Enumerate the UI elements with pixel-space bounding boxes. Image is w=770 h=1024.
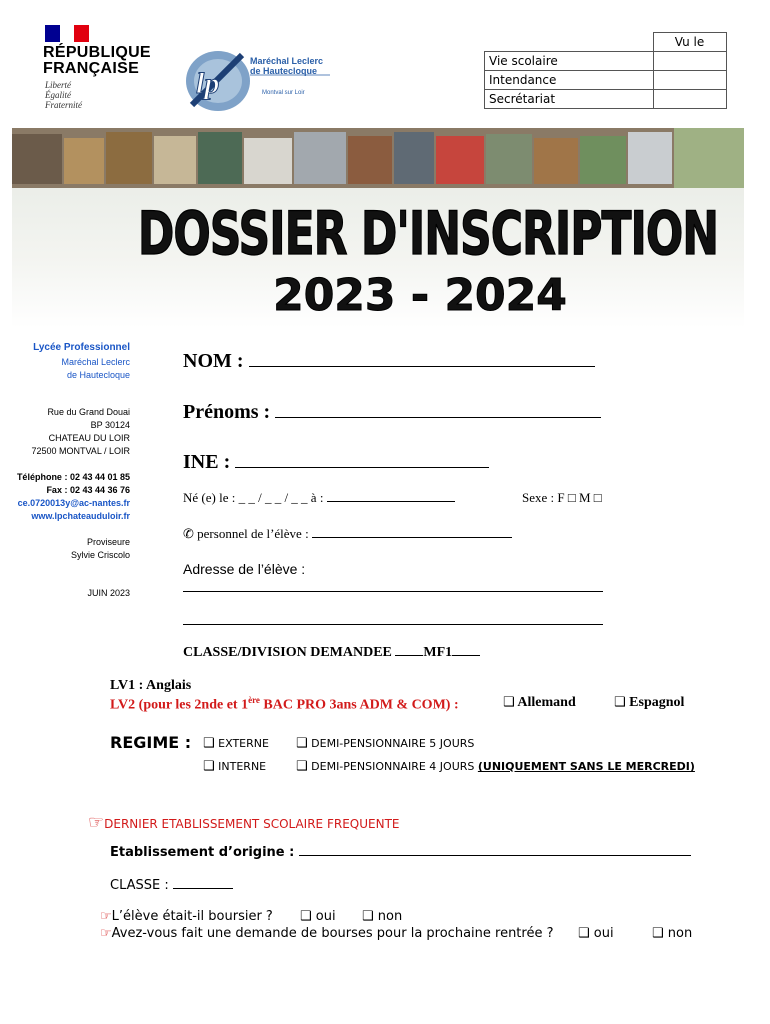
adresse-field-2[interactable] xyxy=(183,624,603,625)
email-link[interactable]: ce.0720013y@ac-nantes.fr xyxy=(17,498,130,508)
regime-option-label: DEMI-PENSIONNAIRE 5 JOURS xyxy=(311,737,475,750)
vu-row-label: Secrétariat xyxy=(485,90,654,109)
checkbox-icon: ❑ xyxy=(203,759,215,774)
lv2-prefix: LV2 (pour les 2nde et 1 xyxy=(110,697,249,713)
lv2-suffix: BAC PRO 3ans ADM & COM) : xyxy=(259,697,459,713)
lv2-option-espagnol[interactable] xyxy=(614,695,684,711)
phone-line: Téléphone : 02 43 44 01 85 xyxy=(16,472,130,482)
republique-motto: Liberté Égalité Fraternité xyxy=(45,80,82,110)
proviseure-role: Proviseure xyxy=(86,537,130,547)
vu-le-table xyxy=(484,32,727,109)
prenoms-row xyxy=(183,401,601,424)
checkbox-icon: ❑ xyxy=(300,909,312,924)
lv1-label: LV1 : Anglais xyxy=(110,678,192,693)
prenoms-field[interactable] xyxy=(275,417,601,418)
regime-note: (UNIQUEMENT SANS LE MERCREDI) xyxy=(477,760,695,773)
regime-option-label: INTERNE xyxy=(218,760,267,773)
checkbox-icon: ❑ xyxy=(203,736,215,751)
lv2-sup: ère xyxy=(248,695,260,705)
classe-label: CLASSE : xyxy=(110,878,169,893)
checkbox-icon: ❑ xyxy=(652,926,664,941)
checkbox-icon: ❑ xyxy=(296,736,308,751)
regime-label: REGIME : xyxy=(110,733,192,752)
boursier-question: L’élève était-il boursier ? xyxy=(111,909,273,924)
vu-row-cell[interactable] xyxy=(653,52,726,71)
address-line: BP 30124 xyxy=(90,420,130,430)
classe-row xyxy=(110,878,233,893)
ine-field[interactable] xyxy=(235,467,489,468)
phone-label: personnel de l’élève : xyxy=(197,526,309,541)
regime-option-externe[interactable] xyxy=(203,736,269,751)
phone-field[interactable] xyxy=(312,537,512,538)
checkbox-icon: ❑ xyxy=(362,909,374,924)
bourse-oui[interactable] xyxy=(578,926,614,941)
address-line: 72500 MONTVAL / LOIR xyxy=(31,446,130,456)
ine-row xyxy=(183,451,489,474)
prenoms-label: Prénoms : xyxy=(183,401,271,423)
lycee-name-1: Maréchal Leclerc xyxy=(61,357,130,367)
classe-demandee-row xyxy=(183,645,480,661)
vu-le-header: Vu le xyxy=(653,33,726,52)
checkbox-icon: ❑ xyxy=(614,695,626,710)
proviseure-name: Sylvie Criscolo xyxy=(70,550,130,560)
lycee-name-2: de Hautecloque xyxy=(66,370,130,380)
non-label: non xyxy=(377,909,403,924)
oui-label: oui xyxy=(593,926,614,941)
lv2-option-label: Allemand xyxy=(517,695,576,710)
checkbox-icon: ❑ xyxy=(503,695,515,710)
regime-option-dp4[interactable] xyxy=(296,759,695,774)
regime-option-dp5[interactable] xyxy=(296,736,474,751)
origin-field[interactable] xyxy=(299,855,691,856)
ine-label: INE : xyxy=(183,451,231,473)
boursier-row xyxy=(100,909,273,924)
svg-text:lp: lp xyxy=(196,67,220,100)
adresse-label: Adresse de l’élève : xyxy=(183,561,306,577)
birth-label: Né (e) le : _ _ / _ _ / _ _ à : xyxy=(183,490,324,505)
document-year: 2023 - 2024 xyxy=(273,270,567,321)
fax-line: Fax : 02 43 44 36 76 xyxy=(46,485,130,495)
classe-field[interactable] xyxy=(173,888,233,889)
phone-row xyxy=(183,526,512,542)
vu-row-label: Intendance xyxy=(485,71,654,90)
phone-icon: ✆ xyxy=(183,526,194,541)
adresse-field-1[interactable] xyxy=(183,591,603,592)
origin-row xyxy=(110,845,691,860)
lycee-heading: Lycée Professionnel xyxy=(33,342,130,353)
birth-place-field[interactable] xyxy=(327,501,455,502)
boursier-oui[interactable] xyxy=(300,909,336,924)
lv2-option-allemand[interactable] xyxy=(503,695,576,711)
vu-row-cell[interactable] xyxy=(653,71,726,90)
bourse-row xyxy=(100,926,554,941)
nom-row xyxy=(183,350,595,373)
lv2-option-label: Espagnol xyxy=(629,695,685,710)
classe-demandee-value: MF1 xyxy=(423,645,453,660)
oui-label: oui xyxy=(315,909,336,924)
last-school-heading-row xyxy=(88,812,399,833)
regime-option-label: DEMI-PENSIONNAIRE 4 JOURS xyxy=(311,760,475,773)
vu-row-cell[interactable] xyxy=(653,90,726,109)
pointing-hand-icon: ☞ xyxy=(88,812,105,833)
website-link[interactable]: www.lpchateauduloir.fr xyxy=(31,511,130,521)
bourse-non[interactable] xyxy=(652,926,692,941)
address-line: Rue du Grand Douai xyxy=(47,407,130,417)
checkbox-icon: ❑ xyxy=(578,926,590,941)
boursier-non[interactable] xyxy=(362,909,402,924)
vu-row-label: Vie scolaire xyxy=(485,52,654,71)
origin-label: Etablissement d’origine : xyxy=(110,845,295,860)
sexe-field[interactable]: Sexe : F □ M □ xyxy=(522,490,602,505)
republique-title: RÉPUBLIQUE FRANÇAISE xyxy=(43,44,151,77)
school-logo-town: Montval sur Loir xyxy=(262,90,305,96)
address-line: CHATEAU DU LOIR xyxy=(48,433,130,443)
lv2-row xyxy=(110,695,459,714)
regime-option-interne[interactable] xyxy=(203,759,266,774)
last-school-heading: DERNIER ETABLISSEMENT SCOLAIRE FREQUENTE xyxy=(104,817,400,831)
photo-banner xyxy=(12,128,744,188)
document-title: DOSSIER D'INSCRIPTION xyxy=(137,200,719,269)
document-date: JUIN 2023 xyxy=(87,588,130,598)
regime-option-label: EXTERNE xyxy=(218,737,269,750)
classe-demandee-label: CLASSE/DIVISION DEMANDEE xyxy=(183,645,392,660)
birth-row xyxy=(183,490,455,506)
pointing-hand-icon: ☞ xyxy=(100,909,112,924)
nom-field[interactable] xyxy=(249,366,595,367)
pointing-hand-icon: ☞ xyxy=(100,926,112,941)
nom-label: NOM : xyxy=(183,350,244,372)
bourse-question: Avez-vous fait une demande de bourses pour la prochaine rentrée ? xyxy=(111,926,554,941)
school-logo-name: Maréchal Leclerc de Hautecloque xyxy=(250,56,324,76)
checkbox-icon: ❑ xyxy=(296,759,308,774)
non-label: non xyxy=(667,926,693,941)
republique-flag-icon xyxy=(45,25,89,42)
